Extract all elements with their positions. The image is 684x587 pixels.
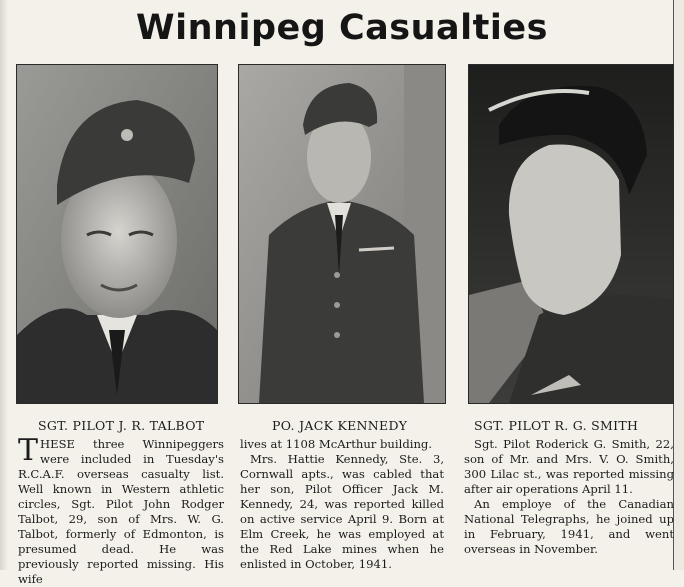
photo-kennedy bbox=[238, 64, 446, 404]
photo-smith bbox=[468, 64, 674, 404]
article-column-1 bbox=[18, 433, 224, 587]
caption-smith: SGT. PILOT R. G. SMITH bbox=[474, 418, 639, 433]
article-paragraph: Mrs. Hattie Kennedy, Ste. 3, Cornwall apts., was cabled that her son, Pilot Officer Jack M. Kennedy, 24, was reported killed on active service April 9. Born at Elm Creek, he was employed at the Red Lake mines when he enlisted in October, 1941. bbox=[240, 452, 444, 571]
page-edge-right bbox=[673, 0, 684, 570]
article-paragraph: HESE three Winnipeggers were included in Tuesday's R.C.A.F. overseas casualty list. Well known in Western athletic circles, Sgt. Pilot John Rodger Talbot, 29, son of Mrs. W. G. Talbot, formerly of Edmonton, is presumed dead. He was previously reported missing. His wife bbox=[18, 437, 224, 586]
caption-talbot: SGT. PILOT J. R. TALBOT bbox=[38, 418, 205, 433]
photo-talbot bbox=[16, 64, 218, 404]
page-edge-left bbox=[0, 0, 8, 570]
headline: Winnipeg Casualties bbox=[136, 8, 548, 48]
article-paragraph: An employe of the Canadian National Telegraphs, he joined up in February, 1941, and went overseas in November. bbox=[464, 497, 674, 556]
article-column-2 bbox=[240, 437, 444, 572]
article-paragraph: Sgt. Pilot Roderick G. Smith, 22, son of Mr. and Mrs. V. O. Smith, 300 Lilac st., was reported missing after air operations April 11. bbox=[464, 437, 674, 496]
article-column-3 bbox=[464, 437, 674, 557]
drop-cap: T bbox=[18, 433, 39, 468]
caption-kennedy: PO. JACK KENNEDY bbox=[272, 418, 408, 433]
article-paragraph: lives at 1108 McArthur building. bbox=[240, 437, 433, 451]
